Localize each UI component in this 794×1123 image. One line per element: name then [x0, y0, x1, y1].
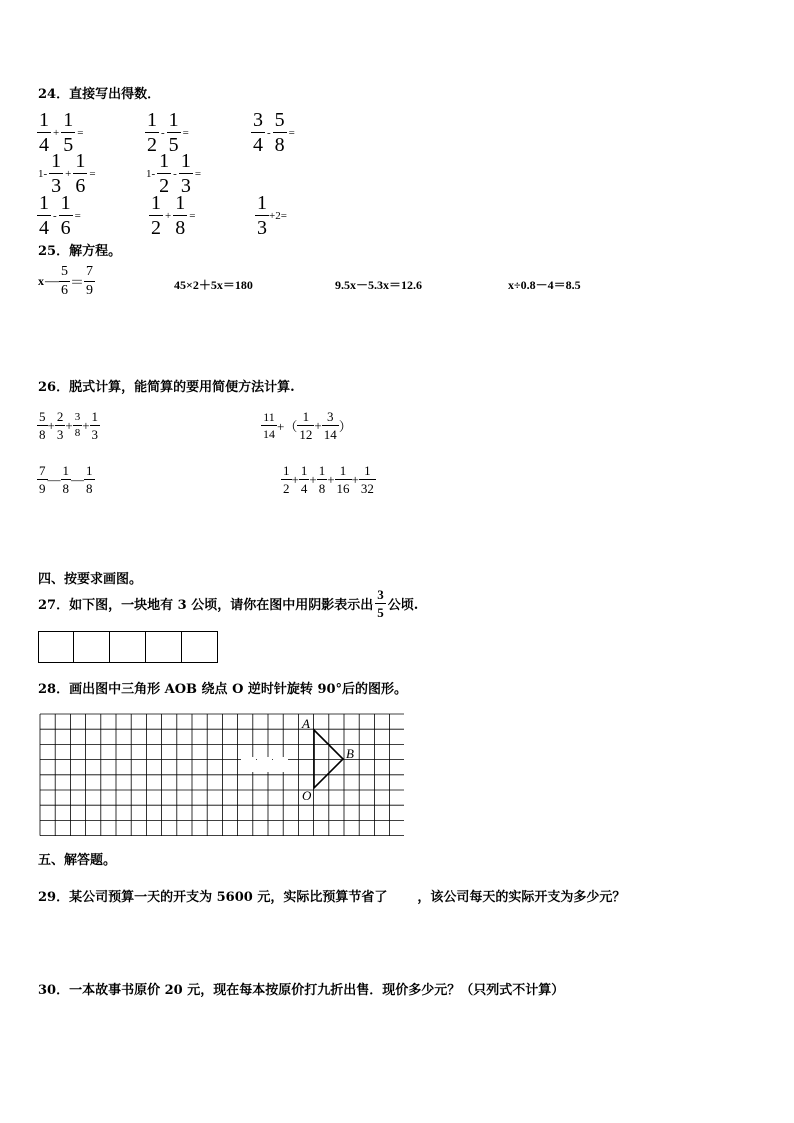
grid-gap-left	[241, 757, 256, 772]
q24-expr-2: $\frac{1}{2}$ - $\frac{1}{5}$ =	[147, 109, 189, 156]
q27-text: 27．如下图，一块地有 3 公顷，请你在图中用阴影表示出 $\frac{3}{5}$ 公顷.	[38, 587, 419, 620]
q24-expr-8: $\frac{1}{3}$ +2=	[257, 192, 287, 239]
section-5-title: 五、解答题。	[38, 853, 117, 868]
land-box[interactable]	[38, 631, 74, 663]
q26-expr-3: $\frac{7}{9}$ — $\frac{1}{8}$ — $\frac{1}{8}$	[39, 463, 93, 496]
land-box[interactable]	[146, 631, 182, 663]
q24-expr-7: $\frac{1}{2}$ + $\frac{1}{8}$ =	[151, 192, 196, 239]
q27-land-boxes	[38, 631, 218, 663]
q26-expr-1: $\frac{5}{8}$ + $\frac{2}{3}$ + $\frac{3}{8}$ + $\frac{1}{3}$	[39, 409, 99, 442]
q29-text: 29．某公司预算一天的开支为 5600 元，实际比预算节省了 ，该公司每天的实际开支为多少元？	[38, 890, 626, 905]
q25-eq-2: 45×2＋5x＝180	[174, 278, 253, 292]
label-b: B	[346, 746, 354, 761]
grid-lines	[40, 714, 404, 836]
grid-gap-middle	[257, 757, 272, 772]
q24-expr-6: $\frac{1}{4}$ - $\frac{1}{6}$ =	[39, 192, 81, 239]
q24-title: 24．直接写出得数．	[38, 87, 161, 102]
land-box[interactable]	[74, 631, 110, 663]
q26-expr-2: $\frac{11}{14}$ +（ $\frac{1}{12}$ + $\frac{3}{14}$ ）	[263, 409, 352, 442]
label-o: O	[302, 788, 312, 803]
land-box[interactable]	[110, 631, 146, 663]
q26-title: 26．脱式计算，能简算的要用简便方法计算.	[38, 380, 295, 395]
q24-expr-4: 1- $\frac{1}{3}$ + $\frac{1}{6}$ =	[38, 150, 96, 197]
q24-expr-3: $\frac{3}{4}$ - $\frac{5}{8}$ =	[253, 109, 295, 156]
q28-title: 28．画出图中三角形 AOB 绕点 O 逆时针旋转 90°后的图形。	[38, 682, 408, 697]
q25-title: 25．解方程。	[38, 244, 122, 259]
q25-eq-4: x÷0.8－4＝8.5	[508, 278, 581, 292]
label-a: A	[302, 716, 310, 731]
q25-eq-1: x — $\frac{5}{6}$ ＝ $\frac{7}{9}$	[38, 264, 93, 298]
q26-expr-4: $\frac{1}{2}$ + $\frac{1}{4}$ + $\frac{1}{8}$ + $\frac{1}{16}$ + $\frac{1}{32}$	[283, 463, 374, 496]
q30-text: 30．一本故事书原价 20 元，现在每本按原价打九折出售．现价多少元？（只列式不计算）	[38, 983, 565, 998]
section-4-title: 四、按要求画图。	[38, 572, 143, 587]
q25-eq-3: 9.5x－5.3x＝12.6	[335, 278, 423, 292]
q28-grid-figure	[38, 712, 404, 836]
q24-expr-5: 1- $\frac{1}{2}$ - $\frac{1}{3}$ =	[146, 150, 202, 197]
grid-gap-right	[273, 757, 288, 772]
q24-expr-1: $\frac{1}{4}$ + $\frac{1}{5}$ =	[39, 109, 84, 156]
land-box[interactable]	[182, 631, 218, 663]
